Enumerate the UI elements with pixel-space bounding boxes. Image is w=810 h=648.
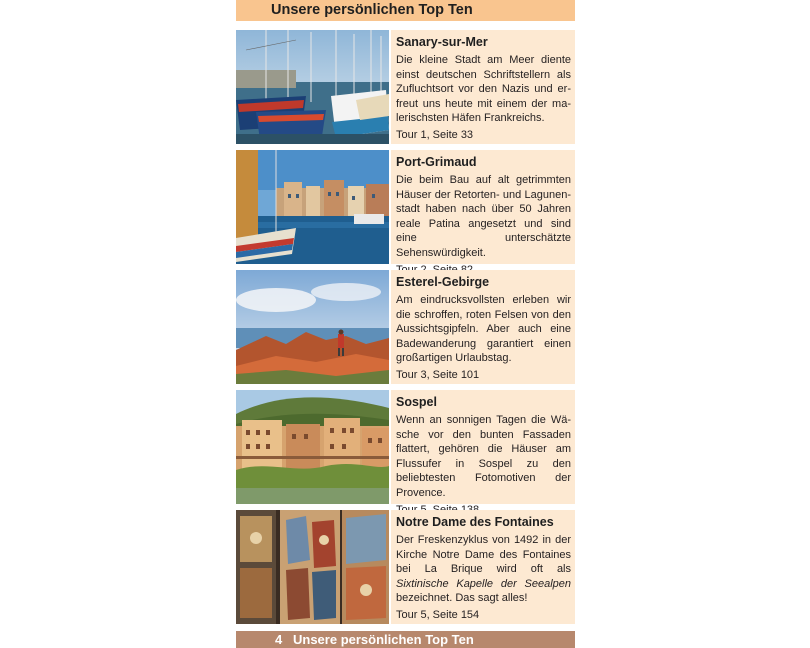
- red-rocks-hiker-photo: [236, 270, 389, 384]
- entry-title: Sospel: [396, 395, 437, 409]
- entry-description-part: bezeichnet. Das sagt alles!: [396, 592, 528, 605]
- entry-notre-dame-des-fontaines: [236, 510, 575, 624]
- entry-description: Die beim Bau auf alt getrimmten Häuser der Retorten- und Lagunenstadt haben nach über 50 Jahren reale Patina angesetzt und sind eine unterschätzte Sehenswürdigkeit.: [396, 174, 571, 259]
- entry-description: [396, 533, 571, 606]
- chapel-frescoes-photo: [236, 510, 389, 624]
- entry-sanary: [236, 30, 575, 144]
- page-footer: [236, 631, 575, 648]
- entry-description: Die kleine Stadt am Meer diente einst deutschen Schriftstellern als Zufluchtsort vor den Nazis und erfreut uns heute mit einem der malerischsten Häfen Frankreichs.: [396, 54, 571, 125]
- page-number: 4: [275, 632, 283, 647]
- entry-tour-reference: Tour 5, Seite 154: [396, 608, 480, 621]
- page-title: Unsere persönlichen Top Ten: [271, 2, 473, 18]
- entry-text-box: [391, 30, 575, 144]
- lagoon-town-photo: [236, 150, 389, 264]
- entry-description: Am eindrucksvollsten erleben wir die schroffen, roten Felsen von den Aussichtsgipfeln. Aber auch eine Badewanderung garantiert einen großartigen Urlaubstag.: [396, 294, 571, 365]
- entry-description-italic: Sixtinische Kapelle der Seealpen: [396, 577, 571, 590]
- entry-text-box: [391, 150, 575, 264]
- entry-port-grimaud: [236, 150, 575, 264]
- entry-title: Port-Grimaud: [396, 155, 477, 169]
- entry-title: Sanary-sur-Mer: [396, 35, 488, 49]
- entry-description: Wenn an sonnigen Tagen die Wäsche vor den bunten Fassaden flattert, gehören die Häuser am Flussufer in Sospel zu den beliebtesten Fotomotiven der Provence.: [396, 414, 571, 499]
- riverside-houses-photo: [236, 390, 389, 504]
- entry-title: Notre Dame des Fontaines: [396, 515, 554, 529]
- footer-title: Unsere persönlichen Top Ten: [293, 632, 474, 647]
- entry-esterel: [236, 270, 575, 384]
- entry-text-box: [391, 390, 575, 504]
- entry-title: Esterel-Gebirge: [396, 275, 490, 289]
- entry-sospel: [236, 390, 575, 504]
- entry-tour-reference: Tour 1, Seite 33: [396, 128, 474, 141]
- entry-text-box: [391, 510, 575, 624]
- entry-tour-reference: Tour 3, Seite 101: [396, 368, 480, 381]
- page-header: [236, 0, 575, 21]
- entry-description-part: Der Freskenzyklus von 1492 in der Kirche Notre Dame des Fontaines bei La Brique wird oft als: [396, 534, 571, 576]
- harbour-boats-photo: [236, 30, 389, 144]
- entry-text-box: [391, 270, 575, 384]
